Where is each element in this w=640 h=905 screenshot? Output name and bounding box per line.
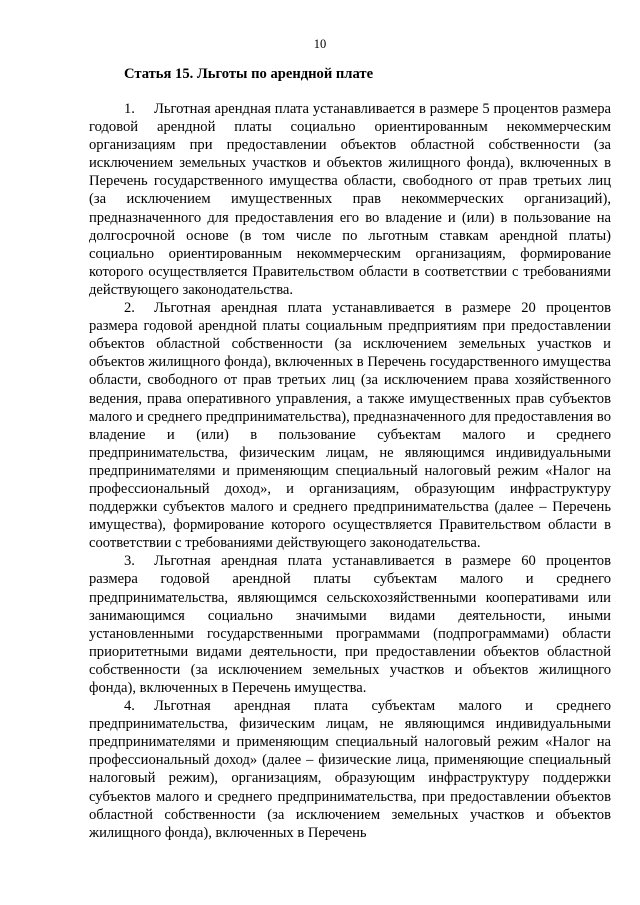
paragraph-text: Льготная арендная плата устанавливается в размере 20 процентов размера годовой арендной платы социальным предприятиям при предоставлении объектов областной собственности (за исключением земельных участков и объектов жилищного фонда), включенных в Перечень государственного имущества области, свободного от прав третьих лиц (за исключением права хозяйственного ведения, права оперативного управления, а также имущественных прав субъектов малого и среднего предпринимательства), предназначенного для предоставления во владение и (или) в пользование субъектам малого и среднего предпринимательства, физическим лицам, не являющимся индивидуальными предпринимателями и применяющим специальный налоговый режим «Налог на профессиональный доход», и организациям, образующим инфраструктуру поддержки субъектов малого и среднего предпринимательства (далее – Перечень имущества), формирование которого осуществляется Правительством области в соответствии с требованиями действующего законодательства. [89,300,611,552]
page-number: 10 [313,37,327,51]
article-body [89,100,611,842]
paragraph-1 [89,100,611,299]
paragraph-number: 1. [124,101,135,117]
paragraph-text: Льготная арендная плата субъектам малого и среднего предпринимательства, физическим лицам, не являющимся индивидуальными предпринимателями и применяющим специальный налоговый режим «Налог на профессиональный доход» (далее – физические лица, применяющие специальный налоговый режим), организациям, образующим инфраструктуру поддержки субъектов малого и среднего предпринимательства, при предоставлении объектов областной собственности (за исключением земельных участков и объектов жилищного фонда), включенных в Перечень [89,698,611,841]
paragraph-3 [89,552,611,697]
paragraph-text: Льготная арендная плата устанавливается в размере 5 процентов размера годовой арендной платы социально ориентированным некоммерческим организациям при предоставлении объектов областной собственности (за исключением земельных участков и объектов жилищного фонда), включенных в Перечень государственного имущества области, свободного от прав третьих лиц (за исключением имущественных прав некоммерческих организаций), предназначенного для предоставления его во владение и (или) в пользование на долгосрочной основе (в том числе по льготным ставкам арендной платы) социально ориентированным некоммерческим организациям, формирование которого осуществляется Правительством области в соответствии с требованиями действующего законодательства. [89,101,611,298]
paragraph-2 [89,299,611,552]
paragraph-text: Льготная арендная плата устанавливается в размере 60 процентов размера годовой арендной платы субъектам малого и среднего предпринимательства, являющимся сельскохозяйственными кооперативами или занимающимся социально значимыми видами деятельности, иными установленными государственными программами (подпрограммами) области приоритетными видами деятельности, при предоставлении объектов областной собственности (за исключением земельных участков и объектов жилищного фонда), включенных в Перечень имущества. [89,553,611,696]
paragraph-number: 2. [124,300,135,317]
paragraph-4 [89,697,611,842]
paragraph-number: 3. [124,553,135,570]
article-title: Статья 15. Льготы по арендной плате [124,66,374,82]
paragraph-number: 4. [124,698,135,715]
